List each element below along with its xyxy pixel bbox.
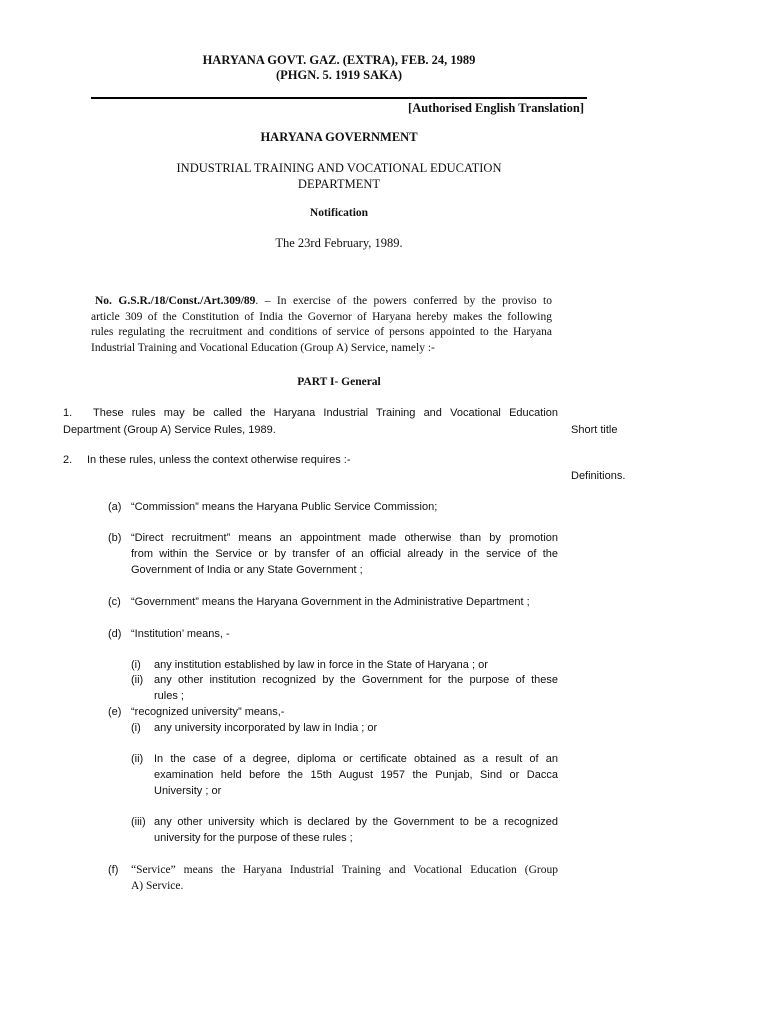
definition-f-line-1: “Service” means the Haryana Industrial Training and Vocational Education (Group: [131, 864, 558, 876]
margin-note-short-title: Short title: [571, 424, 618, 436]
definition-a-text: “Commission” means the Haryana Public Service Commission;: [131, 501, 438, 513]
definition-b-line-2: from within the Service or by transfer of an official already in the service of the: [131, 548, 558, 560]
definition-e-iii-line-1: any other university which is declared by the Government to be a recognized: [154, 816, 558, 828]
definition-d-ii-line-1: any other institution recognized by the Government for the purpose of these: [154, 674, 558, 686]
definition-e-iii-label: (iii): [131, 816, 146, 828]
definition-e-i-label: (i): [131, 722, 141, 734]
definition-e-ii-line-2: examination held before the 15th August 1957 the Punjab, Sind or Dacca: [154, 769, 558, 781]
definition-b-label: (b): [108, 532, 122, 544]
definition-c-text: “Government” means the Haryana Government in the Administrative Department ;: [131, 596, 530, 608]
preamble-line-2: article 309 of the Constitution of India the Governor of Haryana hereby makes the following: [91, 310, 552, 323]
definition-e-text: “recognized university” means,-: [131, 706, 285, 718]
government-heading: HARYANA GOVERNMENT: [260, 130, 418, 144]
department-line-2: DEPARTMENT: [297, 177, 381, 191]
rule-1-number: 1.: [63, 407, 73, 419]
date-line: The 23rd February, 1989.: [275, 236, 403, 250]
gazette-line: HARYANA GOVT. GAZ. (EXTRA), FEB. 24, 1989: [202, 53, 476, 67]
definition-e-i-text: any university incorporated by law in India ; or: [154, 722, 378, 734]
part-heading: PART I- General: [297, 376, 381, 388]
department-line-1: INDUSTRIAL TRAINING AND VOCATIONAL EDUCATION: [176, 161, 502, 175]
notification-number: No. G.S.R./18/Const./Art.309/89: [95, 295, 256, 307]
rule-2-text: In these rules, unless the context otherwise requires :-: [87, 454, 351, 466]
header-rule: [91, 97, 587, 99]
margin-note-definitions: Definitions.: [571, 470, 626, 482]
preamble-line-3: rules regulating the recruitment and conditions of service of persons appointed to the Haryana: [91, 326, 552, 338]
rule-2-number: 2.: [63, 454, 73, 466]
definition-d-label: (d): [108, 628, 122, 640]
definition-a-label: (a): [108, 501, 122, 513]
preamble: [91, 294, 552, 356]
definition-d-ii-label: (ii): [131, 674, 144, 686]
definition-b-line-3: Government of India or any State Government ;: [131, 564, 363, 576]
definition-b-line-1: “Direct recruitment” means an appointment made otherwise than by promotion: [131, 532, 558, 544]
definition-e-iii-line-2: university for the purpose of these rules ;: [154, 832, 353, 844]
notification-heading: Notification: [309, 207, 369, 219]
definition-e-label: (e): [108, 706, 122, 718]
definition-d-text: “Institution’ means, -: [131, 628, 230, 640]
rule-1-line-2: Department (Group A) Service Rules, 1989.: [63, 424, 276, 436]
translation-note: [Authorised English Translation]: [408, 101, 584, 115]
definition-e-ii-line-3: University ; or: [154, 785, 222, 797]
preamble-line-1: . – In exercise of the powers conferred by the proviso to: [255, 295, 552, 307]
definition-d-i-label: (i): [131, 659, 141, 671]
preamble-line-4: Industrial Training and Vocational Education (Group A) Service, namely :-: [91, 341, 435, 354]
definition-f-label: (f): [108, 864, 119, 876]
definition-c-label: (c): [108, 596, 121, 608]
definition-d-i-text: any institution established by law in force in the State of Haryana ; or: [154, 659, 488, 671]
definition-e-ii-line-1: In the case of a degree, diploma or certificate obtained as a result of an: [154, 753, 558, 765]
saka-line: (PHGN. 5. 1919 SAKA): [275, 68, 403, 82]
rule-1-line-1: These rules may be called the Haryana Industrial Training and Vocational Education: [93, 407, 558, 419]
definition-f-line-2: A) Service.: [131, 880, 184, 892]
definition-d-ii-line-2: rules ;: [154, 690, 184, 702]
definition-e-ii-label: (ii): [131, 753, 144, 765]
